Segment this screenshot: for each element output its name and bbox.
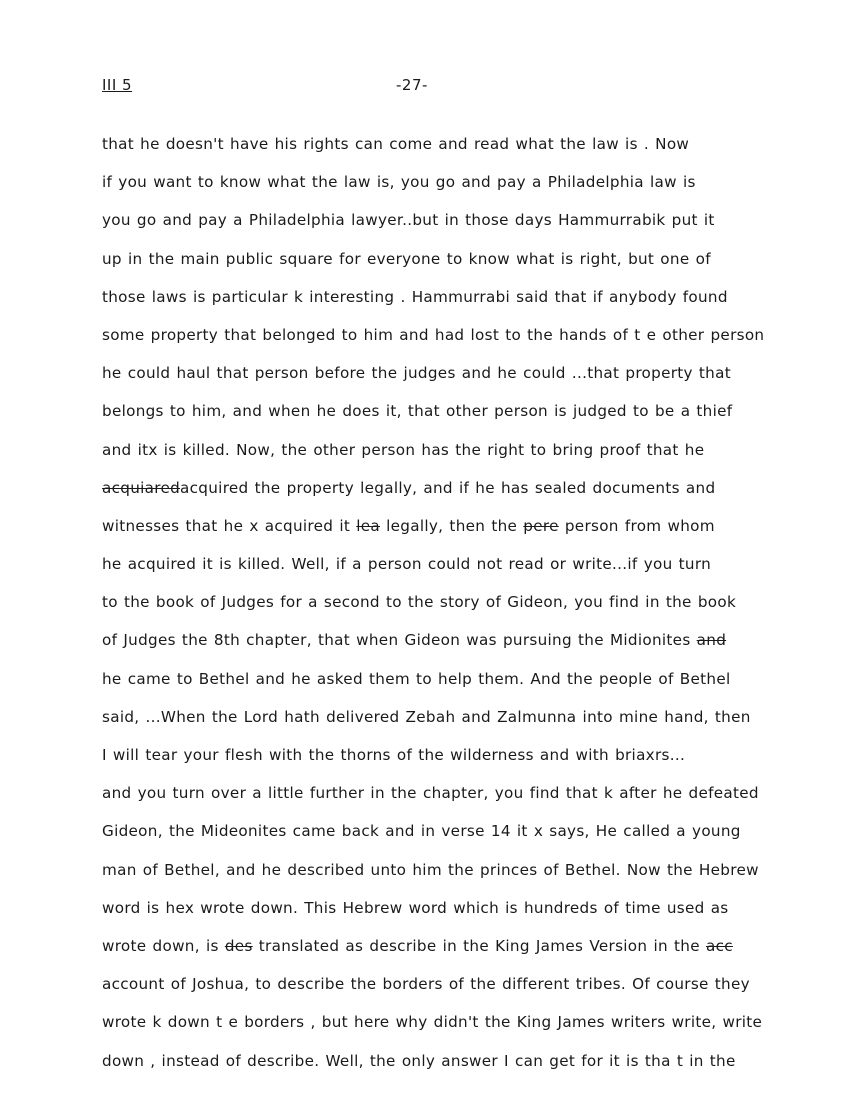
struck-text: acquiared xyxy=(102,478,181,497)
text-segment: if you want to know what the law is, you go and pay a Philadelphia law is xyxy=(102,173,696,192)
text-line xyxy=(102,933,802,971)
text-segment: wrote k down t e borders , but here why didn't the King James writers write, write xyxy=(102,1013,763,1032)
text-line xyxy=(102,475,802,513)
text-segment: he acquired it is killed. Well, if a person could not read or write...if you turn xyxy=(102,555,712,574)
text-segment: some property that belonged to him and had lost to the hands of t e other person xyxy=(102,325,765,344)
text-segment: he came to Bethel and he asked them to help them. And the people of Bethel xyxy=(102,669,731,688)
text-segment: word is hex wrote down. This Hebrew word which is hundreds of time used as xyxy=(102,898,729,917)
text-segment: wrote down, is xyxy=(102,936,225,955)
text-line xyxy=(102,322,802,360)
text-segment: witnesses that he x acquired it xyxy=(102,516,357,535)
text-line xyxy=(102,131,802,169)
text-segment: translated as describe in the King James Version in the xyxy=(252,936,706,955)
struck-text: des xyxy=(224,936,253,955)
struck-text: acc xyxy=(705,936,733,955)
text-line xyxy=(102,971,802,1009)
text-line xyxy=(102,627,802,665)
text-segment: and you turn over a little further in the chapter, you find that k after he defeated xyxy=(102,784,759,803)
page-number: -27- xyxy=(396,76,428,94)
text-segment: you go and pay a Philadelphia lawyer..but in those days Hammurrabik put it xyxy=(102,211,715,230)
text-line xyxy=(102,360,802,398)
text-segment: to the book of Judges for a second to the story of Gideon, you find in the book xyxy=(102,593,737,612)
text-line xyxy=(102,169,802,207)
text-line xyxy=(102,818,802,856)
text-line xyxy=(102,1009,802,1047)
text-segment: of Judges the 8th chapter, that when Gideon was pursuing the Midionites xyxy=(102,631,697,650)
text-line xyxy=(102,551,802,589)
text-line xyxy=(102,437,802,475)
text-line xyxy=(102,246,802,284)
text-line xyxy=(102,857,802,895)
section-label: III 5 xyxy=(102,76,133,94)
text-segment: he could haul that person before the judges and he could ...that property that xyxy=(102,364,731,383)
struck-text: and xyxy=(696,631,727,650)
text-line xyxy=(102,704,802,742)
text-segment: up in the main public square for everyone to know what is right, but one of xyxy=(102,249,711,268)
text-segment: person from whom xyxy=(558,516,715,535)
text-line xyxy=(102,1048,802,1086)
text-segment: legally, then the xyxy=(380,516,524,535)
text-line xyxy=(102,780,802,818)
text-line xyxy=(102,207,802,245)
text-segment: man of Bethel, and he described unto him the princes of Bethel. Now the Hebrew xyxy=(102,860,759,879)
struck-text: lea xyxy=(356,516,381,535)
text-segment: that he doesn't have his rights can come and read what the law is . Now xyxy=(102,135,690,153)
text-segment: said, ...When the Lord hath delivered Zebah and Zalmunna into mine hand, then xyxy=(102,707,751,726)
text-line xyxy=(102,742,802,780)
text-segment: down , instead of describe. Well, the only answer I can get for it is tha t in the xyxy=(102,1051,736,1070)
text-line xyxy=(102,589,802,627)
body-text xyxy=(102,131,802,1086)
text-segment: Gideon, the Mideonites came back and in verse 14 it x says, He called a young xyxy=(102,822,741,841)
text-segment: belongs to him, and when he does it, that other person is judged to be a thief xyxy=(102,402,733,421)
text-line xyxy=(102,895,802,933)
text-segment: those laws is particular k interesting . Hammurrabi said that if anybody found xyxy=(102,287,728,306)
text-line xyxy=(102,398,802,436)
text-line xyxy=(102,284,802,322)
text-segment: acquired the property legally, and if he has sealed documents and xyxy=(180,478,716,497)
text-segment: and itx is killed. Now, the other person has the right to bring proof that he xyxy=(102,440,705,459)
text-segment: I will tear your flesh with the thorns of the wilderness and with briaxrs... xyxy=(102,746,686,764)
struck-text: pere xyxy=(523,516,559,535)
text-line xyxy=(102,513,802,551)
text-line xyxy=(102,666,802,704)
text-segment: account of Joshua, to describe the borders of the different tribes. Of course they xyxy=(102,975,750,994)
